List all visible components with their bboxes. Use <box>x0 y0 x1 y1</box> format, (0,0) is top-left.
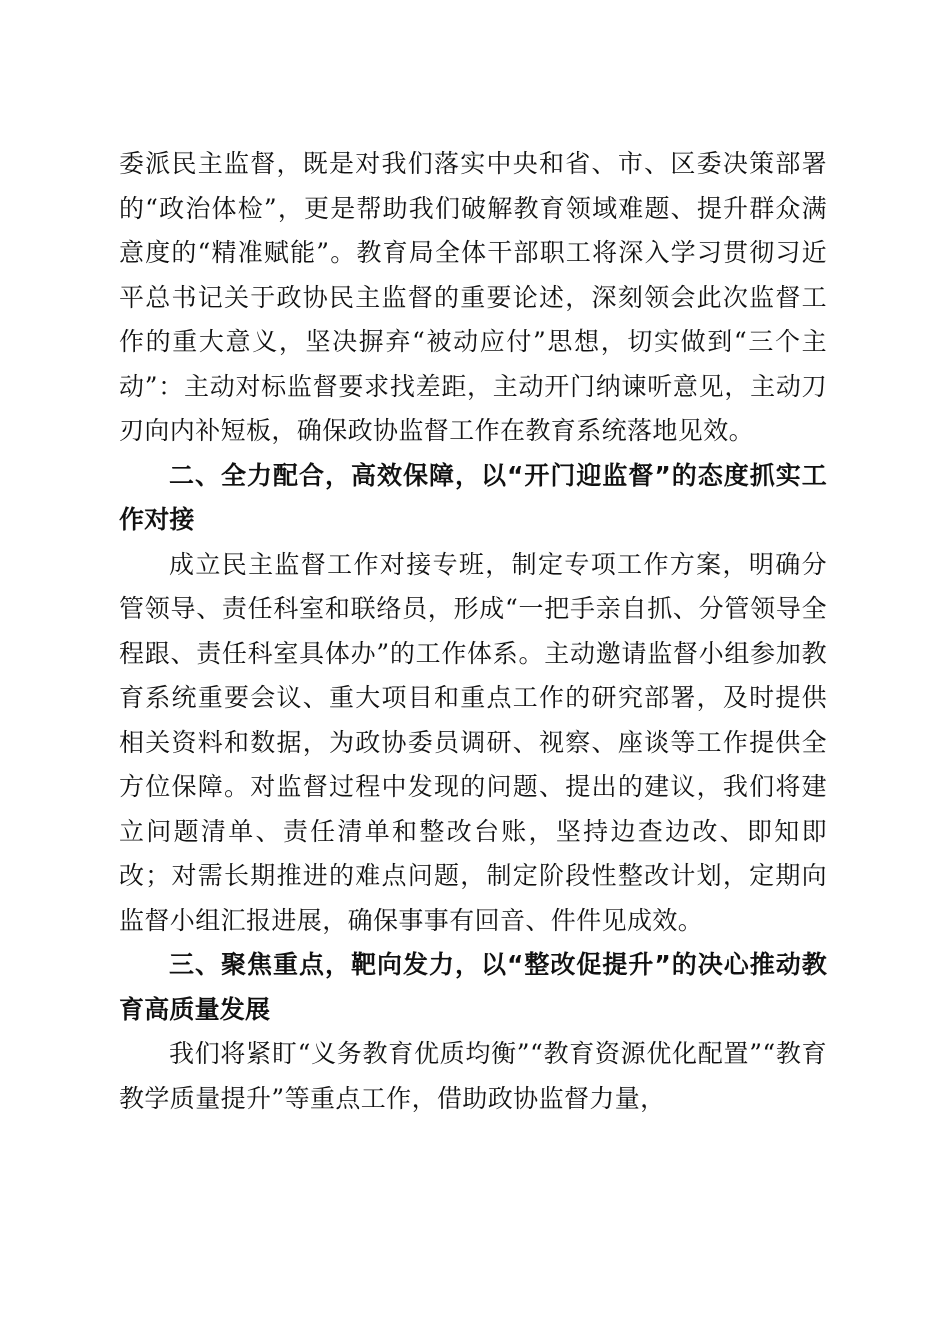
paragraph-commitment: 委派民主监督，既是对我们落实中央和省、市、区委决策部署的“政治体检”，更是帮助我们破解教育领域难题、提升群众满意度的“精准赋能”。教育局全体干部职工将深入学习贯彻习近平总书记关于政协民主监督的重要论述，深刻领会此次监督工作的重大意义，坚决摒弃“被动应付”思想，切实做到“三个主动”：主动对标监督要求找差距，主动开门纳谏听意见，主动刀刃向内补短板，确保政协监督工作在教育系统落地见效。 <box>119 149 827 445</box>
paragraph-focus: 我们将紧盯“义务教育优质均衡”“教育资源优化配置”“教育教学质量提升”等重点工作，借助政协监督力量， <box>119 1039 827 1113</box>
section-heading-2: 二、全力配合，高效保障，以“开门迎监督”的态度抓实工作对接 <box>119 460 827 534</box>
section-heading-3: 三、聚焦重点，靶向发力，以“整改促提升”的决心推动教育高质量发展 <box>119 950 827 1024</box>
document-page <box>119 142 827 1121</box>
paragraph-cooperation: 成立民主监督工作对接专班，制定专项工作方案，明确分管领导、责任科室和联络员，形成“一把手亲自抓、分管领导全程跟、责任科室具体办”的工作体系。主动邀请监督小组参加教育系统重要会议、重大项目和重点工作的研究部署，及时提供相关资料和数据，为政协委员调研、视察、座谈等工作提供全方位保障。对监督过程中发现的问题、提出的建议，我们将建立问题清单、责任清单和整改台账，坚持边查边改、即知即改；对需长期推进的难点问题，制定阶段性整改计划，定期向监督小组汇报进展，确保事事有回音、件件见成效。 <box>119 549 827 935</box>
